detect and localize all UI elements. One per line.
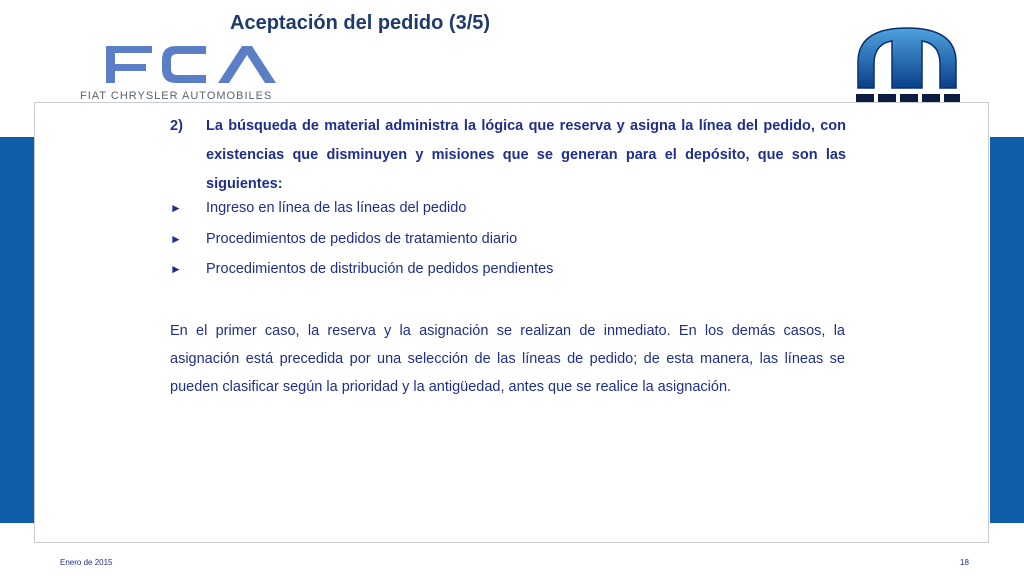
mopar-logo (850, 24, 964, 104)
left-blue-band (0, 137, 35, 523)
item-number: 2) (170, 118, 183, 134)
slide-title: Aceptación del pedido (3/5) (230, 12, 491, 34)
numbered-item-2 (170, 112, 846, 199)
list-item (170, 229, 846, 260)
right-blue-band (990, 137, 1024, 523)
body-paragraph: En el primer caso, la reserva y la asignación se realizan de inmediato. En los demás casos, la asignación está precedida por una selección de las líneas de pedido; de esta manera, las líneas se pueden clasificar según la prioridad y la antigüedad, antes que se realice la asignación. (170, 323, 845, 395)
arrow-bullet-icon: ► (170, 262, 182, 276)
arrow-bullet-icon: ► (170, 231, 182, 246)
bullet-text: Procedimientos de distribución de pedidos pendientes (206, 261, 554, 277)
bullet-list (170, 198, 846, 290)
page-number: 18 (960, 558, 969, 567)
fca-subtitle: FIAT CHRYSLER AUTOMOBILES (80, 90, 273, 102)
item-text: La búsqueda de material administra la lógica que reserva y asigna la línea del pedido, con existencias que disminuyen y misiones que se generan para el depósito, que son las siguientes: (206, 118, 846, 192)
bullet-text: Ingreso en línea de las líneas del pedido (206, 200, 467, 216)
list-item (170, 198, 846, 229)
arrow-bullet-icon: ► (170, 201, 182, 215)
bullet-text: Procedimientos de pedidos de tratamiento diario (206, 230, 518, 247)
list-item (170, 259, 846, 290)
footer-date: Enero de 2015 (60, 558, 113, 567)
